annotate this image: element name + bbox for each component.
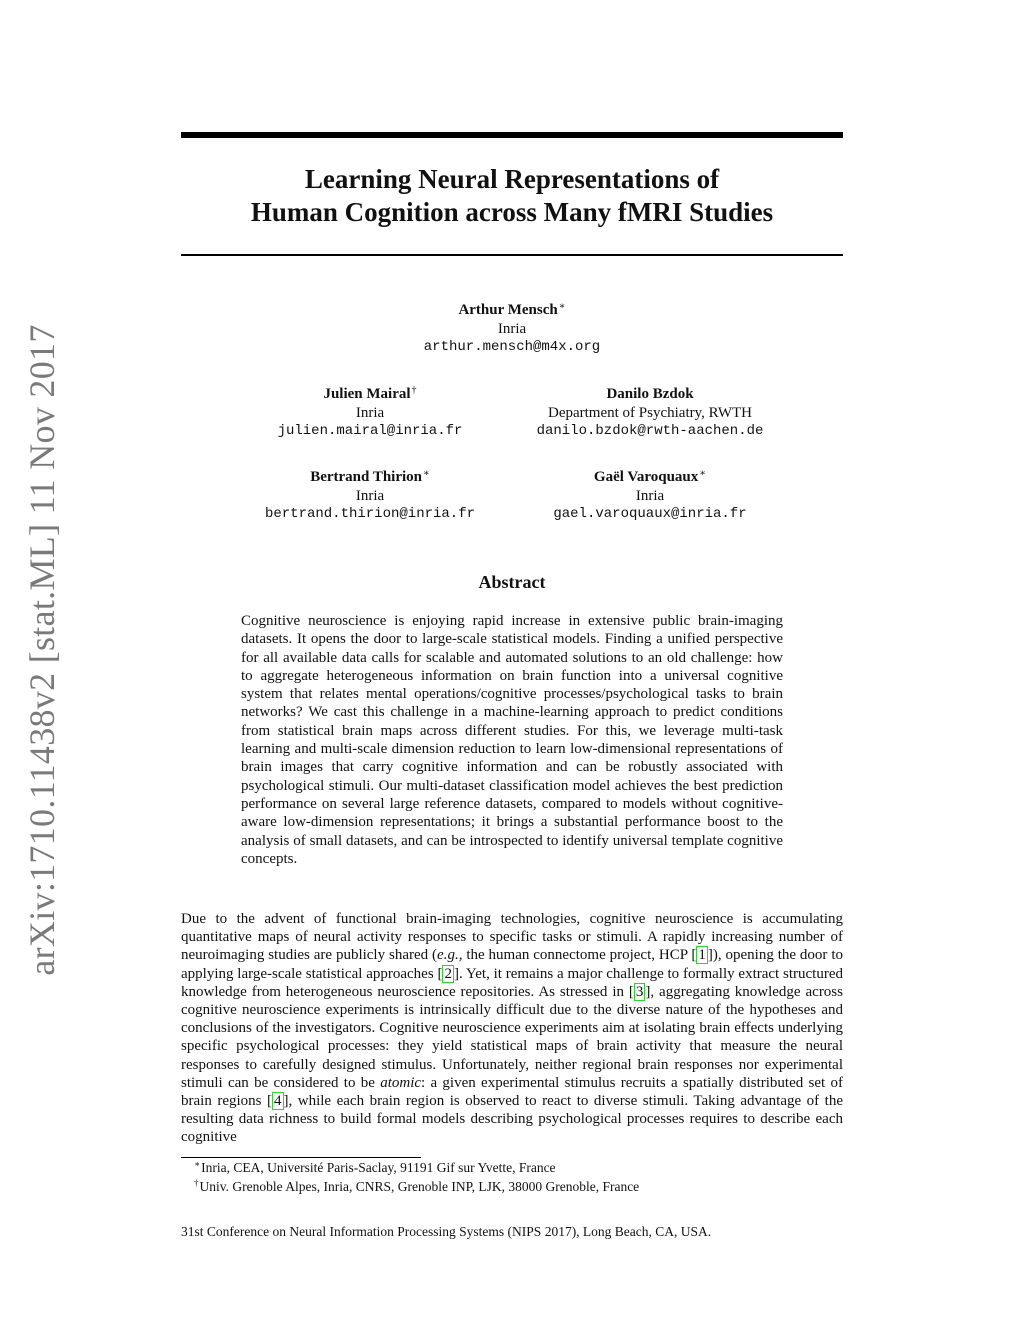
citation-link[interactable]: 3	[635, 983, 644, 1000]
author-name: Bertrand Thirion	[310, 469, 423, 485]
author-email[interactable]: gael.varoquaux@inria.fr	[553, 506, 747, 522]
author-affiliation: Inria	[635, 487, 665, 504]
author-affiliation: Inria	[355, 487, 385, 504]
footnote-2	[194, 1178, 639, 1195]
author-name: Gaël Varoquaux	[593, 469, 699, 485]
author-block-mensch	[362, 301, 662, 357]
intro-paragraph	[181, 910, 843, 1147]
author-block-thirion	[230, 468, 510, 524]
footnote-mark: †	[194, 1178, 199, 1188]
author-email[interactable]: arthur.mensch@m4x.org	[423, 339, 601, 355]
title-top-rule	[181, 132, 843, 138]
intro-text: ], while each brain region is observed to react to diverse stimuli. Taking advantage of the resulting data richness to build formal models describing psychological processes requires to describe each cognitive	[181, 1093, 843, 1146]
author-email[interactable]: bertrand.thirion@inria.fr	[264, 506, 476, 522]
footnote-rule	[181, 1157, 421, 1158]
abstract-text: Cognitive neuroscience is enjoying rapid increase in extensive public brain-imaging datasets. It opens the door to large-scale statistical models. Finding a unified perspective for all available data calls for scalable and automated solutions to an old challenge: how to aggregate heterogeneous information on brain function into a universal cognitive system that relates mental operations/cognitive processes/psychological tasks to brain networks? We cast this challenge in a machine-learning approach to predict conditions from statistical brain maps across different studies. For this, we leverage multi-task learning and multi-scale dimension reduction to learn low-dimensional representations of brain images that carry cognitive information and can be robustly associated with psychological stimuli. Our multi-dataset classification model achieves the best prediction performance on several large reference datasets, compared to models without cognitive-aware low-dimension representations; it brings a substantial performance boost to the analysis of small datasets, and can be introspected to identify universal template cognitive concepts.	[241, 613, 783, 867]
intro-text: ]), opening the door to applying large-scale statistical approaches [	[181, 947, 843, 982]
footnote-text: Inria, CEA, Université Paris-Saclay, 91191 Gif sur Yvette, France	[201, 1160, 556, 1175]
intro-text: : a given experimental stimulus recruits a spatially distributed set of brain regions [	[181, 1074, 843, 1110]
author-block-varoquaux	[500, 468, 800, 524]
author-email[interactable]: julien.mairal@inria.fr	[277, 423, 463, 439]
footnote-1	[194, 1159, 556, 1176]
arxiv-identifier: arXiv:1710.11438v2 [stat.ML] 11 Nov 2017	[22, 324, 62, 976]
author-affiliation: Department of Psychiatry, RWTH	[548, 404, 752, 421]
intro-text: ], aggregating knowledge across cognitive neuroscience experiments is intrinsically difficult due to the diverse nature of the hypotheses and conclusions of the investigators. Cognitive neuroscience experiments aim at isolating brain effects underlying specific psychological processes: they yield statistical maps of brain activity that measure the neural responses to carefully designed stimulus. Unfortunately, neither regional brain responses nor experimental stimuli can be considered to be	[181, 983, 843, 1091]
author-affiliation: Inria	[497, 320, 527, 337]
author-block-mairal	[230, 385, 510, 441]
title-line-1: Learning Neural Representations of	[304, 164, 720, 194]
citation-link[interactable]: 1	[698, 947, 706, 964]
author-mark: ∗	[558, 301, 566, 312]
intro-text: ]. Yet, it remains a major challenge to formally extract structured knowledge from heterogeneous neuroscience repositories. As stressed in [	[181, 965, 843, 1000]
venue-note: 31st Conference on Neural Information Processing Systems (NIPS 2017), Long Beach, CA, USA.	[181, 1224, 712, 1239]
title-line-2: Human Cognition across Many fMRI Studies	[250, 197, 774, 227]
citation-link[interactable]: 4	[274, 1093, 282, 1110]
author-mark: ∗	[423, 468, 430, 479]
author-name: Arthur Mensch	[458, 302, 558, 318]
author-mark: †	[411, 385, 417, 396]
abstract-heading: Abstract	[478, 572, 546, 592]
intro-text: Due to the advent of functional brain-imaging technologies, cognitive neuroscience is accumulating quantitative maps of neural activity responses to specific tasks or stimuli. A rapidly increasing number of neuroimaging studies are publicly shared (	[181, 911, 843, 964]
author-email[interactable]: danilo.bzdok@rwth-aachen.de	[536, 423, 764, 439]
author-block-bzdok	[500, 385, 800, 441]
intro-emphasis: atomic	[380, 1074, 422, 1091]
author-affiliation: Inria	[355, 404, 385, 421]
paper-title	[181, 163, 843, 229]
author-mark: ∗	[699, 468, 707, 479]
title-bottom-rule	[181, 254, 843, 256]
citation-link[interactable]: 2	[444, 965, 452, 982]
footnote-mark: ∗	[194, 1159, 201, 1169]
footnote-text: Univ. Grenoble Alpes, Inria, CNRS, Grenoble INP, LJK, 38000 Grenoble, France	[199, 1179, 640, 1194]
intro-emphasis: e.g.,	[437, 947, 463, 964]
author-name: Julien Mairal	[323, 386, 411, 402]
intro-text: the human connectome project, HCP [	[462, 947, 697, 964]
author-name: Danilo Bzdok	[606, 386, 694, 402]
